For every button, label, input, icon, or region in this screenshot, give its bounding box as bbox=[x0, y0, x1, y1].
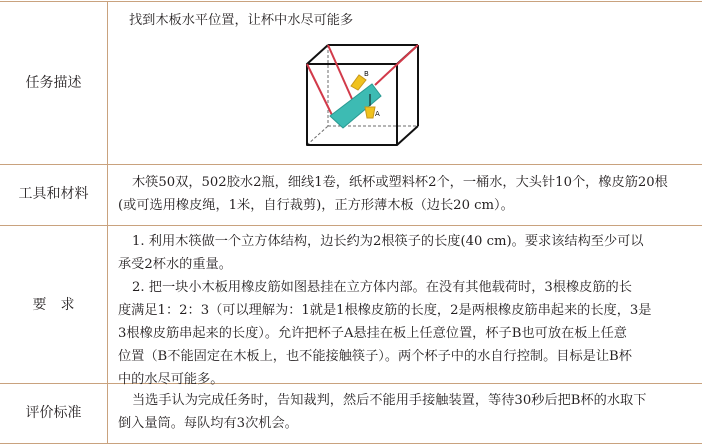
evaluation-line: 当选手认为完成任务时，告知裁判，然后不能用手接触装置，等待30秒后把B杯的水取下 bbox=[132, 393, 647, 408]
cup-a-icon bbox=[365, 107, 380, 118]
board-shape bbox=[330, 84, 381, 128]
task-label: 任务描述 bbox=[25, 75, 82, 91]
requirements-label: 要 求 bbox=[32, 297, 75, 313]
row-divider bbox=[0, 164, 702, 165]
requirement-line: 1. 利用木筷做一个立方体结构，边长约为2根筷子的长度(40 cm)。要求该结构至少可以 bbox=[132, 234, 644, 249]
tools-label: 工具和材料 bbox=[18, 186, 89, 202]
row-divider bbox=[0, 225, 702, 226]
tools-line: (或可选用橡皮绳，1米，自行裁剪)，正方形薄木板（边长20 cm）。 bbox=[118, 198, 514, 213]
tools-text bbox=[118, 171, 696, 217]
requirement-line: 2. 把一块小木板用橡皮筋如图悬挂在立方体内部。在没有其他载荷时，3根橡皮筋的长 bbox=[132, 280, 632, 295]
table-border-bottom bbox=[0, 443, 702, 444]
requirement-line: 位置（B不能固定在木板上，也不能接触筷子）。两个杯子中的水自行控制。目标是让B杯 bbox=[118, 349, 632, 364]
requirement-line: 中的水尽可能多。 bbox=[118, 372, 224, 387]
cube-diagram bbox=[302, 37, 438, 163]
column-divider bbox=[107, 1, 108, 443]
evaluation-line: 倒入量筒。每队均有3次机会。 bbox=[118, 416, 298, 431]
requirement-line: 度满足1：2：3（可以理解为：1就是1根橡皮筋的长度，2是两根橡皮筋串起来的长度，3是 bbox=[118, 303, 652, 318]
cup-b-icon bbox=[351, 70, 369, 90]
tools-line: 木筷50双，502胶水2瓶，细线1卷，纸杯或塑料杯2个，一桶水，大头针10个，橡皮筋20根 bbox=[132, 175, 668, 190]
cup-b-label: B bbox=[364, 70, 369, 78]
evaluation-text bbox=[118, 389, 696, 435]
evaluation-label: 评价标准 bbox=[25, 405, 82, 421]
table-border-top bbox=[0, 1, 702, 2]
requirement-line: 承受2杯水的重量。 bbox=[118, 257, 232, 272]
requirements-text bbox=[118, 230, 696, 391]
requirement-line: 3根橡皮筋串起来的长度）。允许把杯子A悬挂在板上任意位置，杯子B也可放在板上任意 bbox=[118, 326, 627, 341]
cup-a-label: A bbox=[375, 110, 380, 118]
task-text: 找到木板水平位置，让杯中水尽可能多 bbox=[129, 13, 354, 28]
